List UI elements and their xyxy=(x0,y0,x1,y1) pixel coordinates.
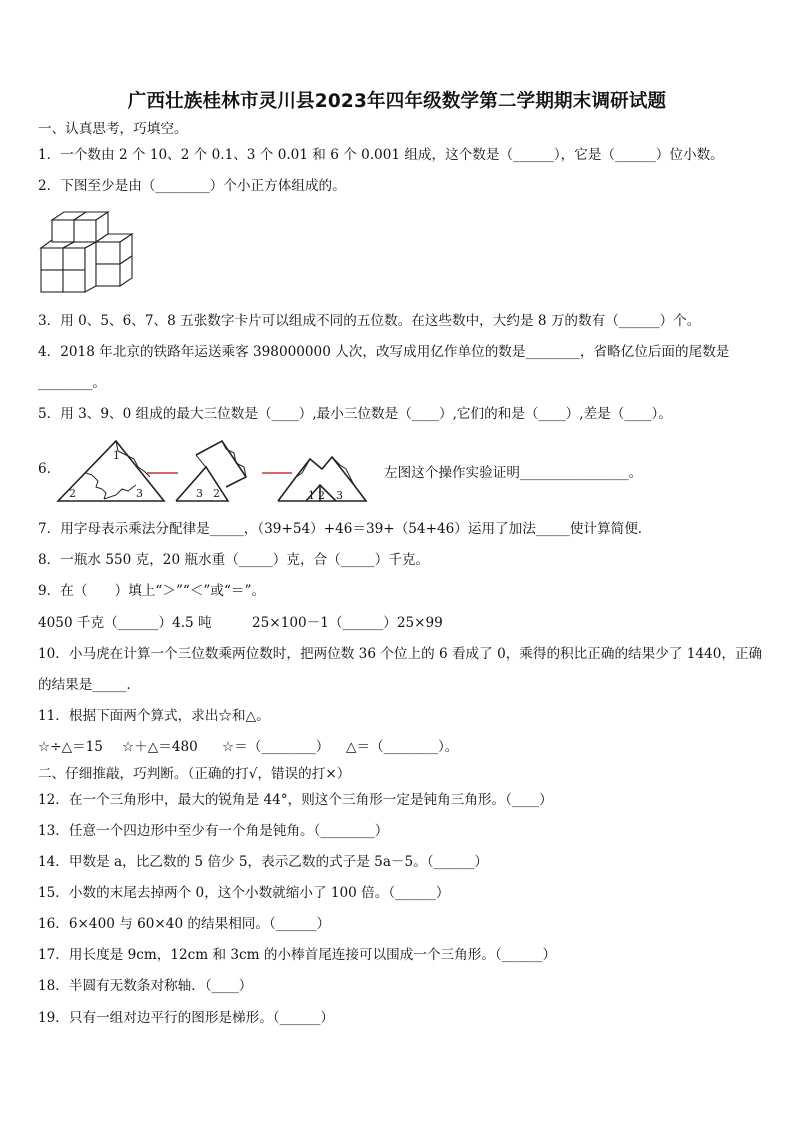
fig-label: 3 xyxy=(336,489,343,502)
question-5: 5．用 3、9、0 组成的最大三位数是（____）,最小三位数是（____）,它们的和是（____）,差是（____）。 xyxy=(38,406,672,422)
question-11: 11．根据下面两个算式，求出☆和△。 xyxy=(38,708,270,724)
question-13: 13．任意一个四边形中至少有一个角是钝角。（________） xyxy=(38,823,389,839)
question-7: 7．用字母表示乘法分配律是_____，（39+54）+46＝39+（54+46）运用了加法_____使计算简便． xyxy=(38,521,652,537)
question-6-text: 左图这个操作实验证明________________。 xyxy=(384,465,643,481)
section-heading-1: 一、认真思考，巧填空。 xyxy=(38,121,188,137)
question-3: 3．用 0、5、6、7、8 五张数字卡片可以组成不同的五位数。在这些数中，大约是 8 万的数有（______）个。 xyxy=(38,313,701,329)
question-10-line-2: 的结果是_____. xyxy=(38,677,131,693)
fig-label: 1 xyxy=(113,449,120,462)
question-2: 2．下图至少是由（________）个小正方体组成的。 xyxy=(38,178,346,194)
fig-label: 2 xyxy=(213,487,220,500)
question-9-item-b: 25×100－1（______）25×99 xyxy=(252,615,443,631)
question-8: 8．一瓶水 550 克，20 瓶水重（_____）克，合（_____）千克。 xyxy=(38,552,430,568)
fig-label: 2 xyxy=(69,487,76,500)
page-title: 广西壮族桂林市灵川县2023年四年级数学第二学期期末调研试题 xyxy=(127,91,667,112)
question-11-answer-triangle: △＝（________）。 xyxy=(346,739,459,755)
question-4-line-2: ________。 xyxy=(38,375,106,391)
question-9: 9．在（ ）填上“＞”“＜”或“＝”。 xyxy=(38,583,266,599)
question-6-number: 6. xyxy=(38,461,51,477)
fig-label: 3 xyxy=(136,487,143,500)
question-11-answer-star: ☆＝（________） xyxy=(222,739,330,755)
fig-label: 2 xyxy=(318,489,325,502)
cube-stack-figure xyxy=(36,208,136,300)
question-11-eq-b: ☆＋△＝480 xyxy=(122,739,198,755)
question-15: 15．小数的末尾去掉两个 0，这个小数就缩小了 100 倍。（______） xyxy=(38,885,450,901)
fig-label: 1 xyxy=(308,489,315,502)
question-17: 17．用长度是 9cm，12cm 和 3cm 的小棒首尾连接可以围成一个三角形。（______） xyxy=(38,947,557,963)
question-1: 1．一个数由 2 个 10、2 个 0.1、3 个 0.01 和 6 个 0.001 组成，这个数是（______），它是（______）位小数。 xyxy=(38,147,724,163)
section-heading-2: 二、仔细推敲，巧判断。（正确的打√，错误的打×） xyxy=(38,766,351,782)
question-10-line-1: 10．小马虎在计算一个三位数乘两位数时，把两位数 36 个位上的 6 看成了 0，乘得的积比正确的结果少了 1440，正确 xyxy=(38,646,763,662)
triangle-fold-figure xyxy=(56,437,376,505)
question-19: 19．只有一组对边平行的图形是梯形。（______） xyxy=(38,1010,334,1026)
question-4-line-1: 4．2018 年北京的铁路年运送乘客 398000000 人次，改写成用亿作单位的数是________，省略亿位后面的尾数是 xyxy=(38,344,730,360)
fig-label: 3 xyxy=(196,487,203,500)
question-16: 16．6×400 与 60×40 的结果相同。（______） xyxy=(38,916,331,932)
question-18: 18．半圆有无数条对称轴．（____） xyxy=(38,978,253,994)
question-11-eq-a: ☆÷△＝15 xyxy=(38,739,103,755)
question-14: 14．甲数是 a，比乙数的 5 倍少 5，表示乙数的式子是 5a－5。（______） xyxy=(38,854,488,870)
question-9-item-a: 4050 千克（______）4.5 吨 xyxy=(38,615,212,631)
question-12: 12．在一个三角形中，最大的锐角是 44°，则这个三角形一定是钝角三角形。（____） xyxy=(38,792,553,808)
